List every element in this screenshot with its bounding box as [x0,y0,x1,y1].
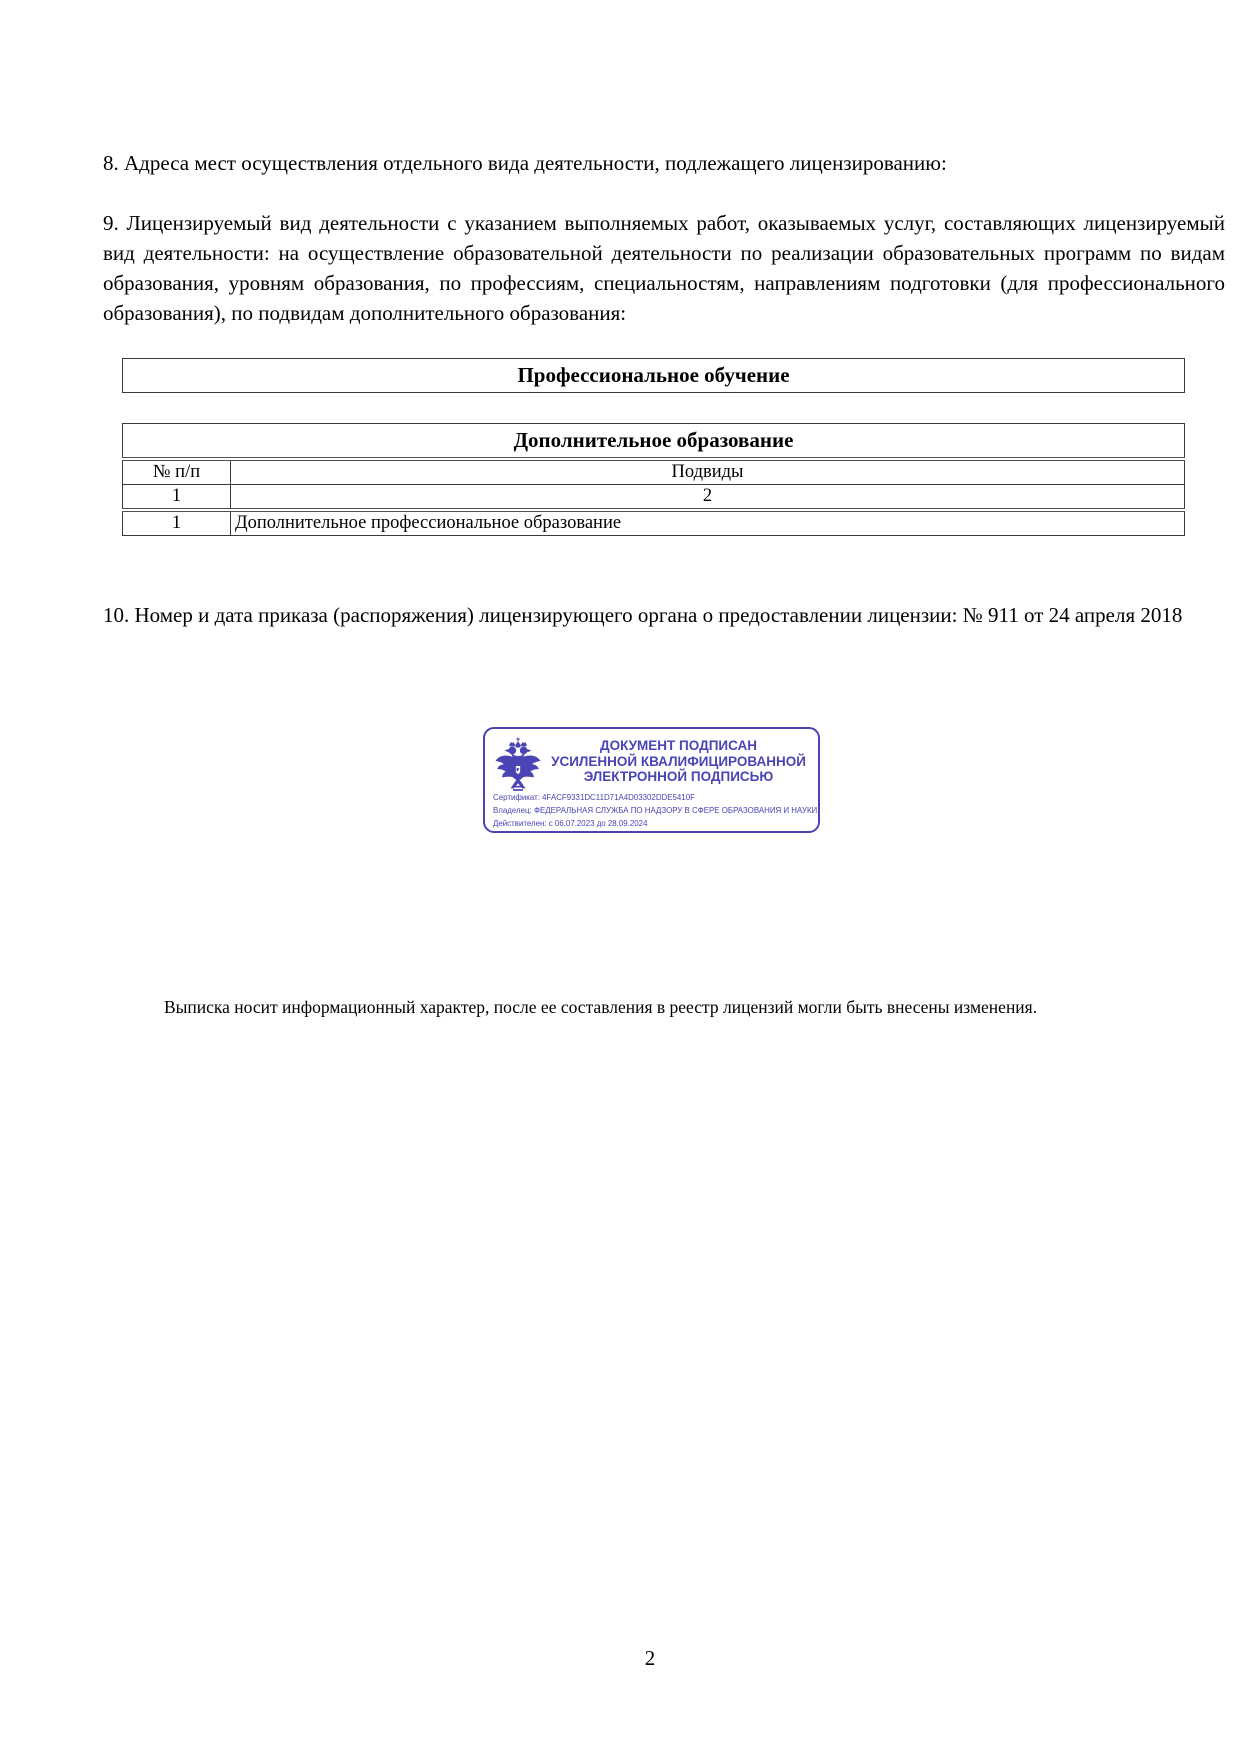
table-title-additional: Дополнительное образование [123,424,1185,460]
signature-stamp [483,727,820,833]
stamp-validity: Действителен: с 06.07.2023 до 28.09.2024 [493,818,648,828]
numbering-cell-1: 1 [123,485,231,511]
table-row [123,424,1185,460]
stamp-title-line3: ЭЛЕКТРОННОЙ ПОДПИСЬЮ [583,769,774,784]
paragraph-10: 10. Номер и дата приказа (распоряжения) лицензирующего органа о предоставлении лицензии: № 911 от 24 апреля 2018 [103,603,1183,627]
coat-of-arms-icon [493,737,543,793]
stamp-title-line1: ДОКУМЕНТ ПОДПИСАН [599,738,758,753]
table-row [123,359,1185,393]
column-header-subtypes: Подвиды [231,459,1185,485]
stamp-info [493,791,842,830]
stamp-title-line2: УСИЛЕННОЙ КВАЛИФИЦИРОВАННОЙ [551,753,806,769]
table-title-professional: Профессиональное обучение [123,359,1185,393]
table-row [123,459,1185,485]
row-number-cell: 1 [123,510,231,536]
stamp-owner: Владелец: ФЕДЕРАЛЬНАЯ СЛУЖБА ПО НАДЗОРУ В СФЕРЕ ОБРАЗОВАНИЯ И НАУКИ [493,805,818,815]
paragraph-9: 9. Лицензируемый вид деятельности с указанием выполняемых работ, оказываемых услуг, составляющих лицензируемый вид деятельности: на осуществление образовательной деятельности по реализации образовательных программ по видам образования, уровням образования, по профессиям, специальностям, направлениям подготовки (для профессионального образования), по подвидам дополнительного образования: [103,211,1225,325]
column-header-number: № п/п [123,459,231,485]
table-additional-education [122,423,1185,536]
stamp-title [545,738,812,785]
page-number: 2 [644,1646,656,1670]
footer-note: Выписка носит информационный характер, после ее составления в реестр лицензий могли быть внесены изменения. [164,997,1038,1017]
table-row [123,485,1185,511]
stamp-certificate: Сертификат: 4FACF9331DC11D71A4D03302DDE5410F [493,792,695,802]
numbering-cell-2: 2 [231,485,1185,511]
table-row [123,510,1185,536]
paragraph-8: 8. Адреса мест осуществления отдельного вида деятельности, подлежащего лицензированию: [103,151,947,175]
row-subtype-cell: Дополнительное профессиональное образование [231,510,1185,536]
table-professional-education [122,358,1185,393]
